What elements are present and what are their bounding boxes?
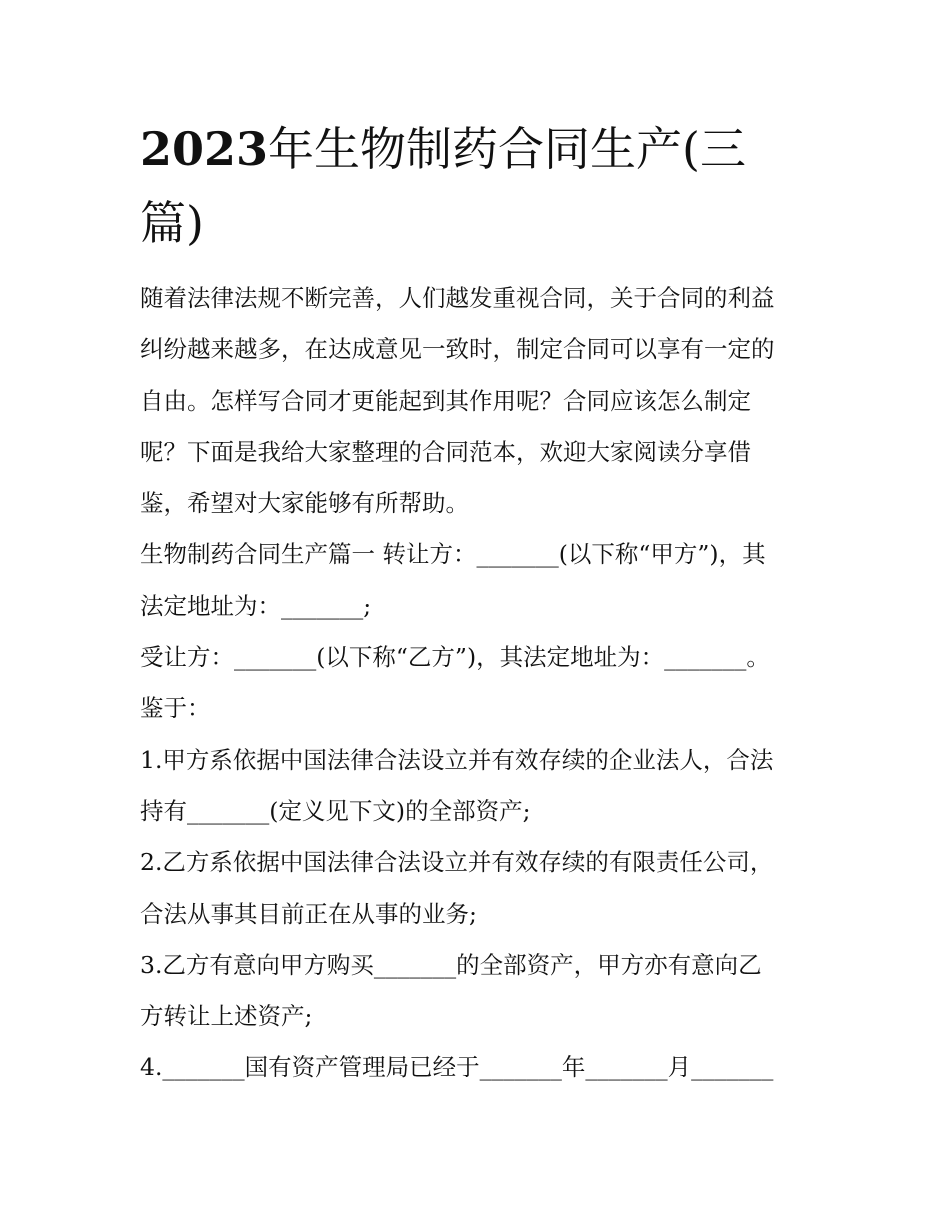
body-line: 呢？下面是我给大家整理的合同范本，欢迎大家阅读分享借	[140, 437, 751, 466]
body-line: 2.乙方系依据中国法律合法设立并有效存续的有限责任公司，	[140, 848, 774, 877]
body-line: 1.甲方系依据中国法律合法设立并有效存续的企业法人，合法	[140, 745, 774, 774]
document-title	[140, 112, 820, 260]
body-line: 方转让上述资产;	[140, 1002, 313, 1031]
body-line: 法定地址为：_______;	[140, 591, 372, 620]
body-line: 受让方：_______(以下称“乙方”)，其法定地址为：_______。	[140, 643, 770, 672]
title-text-line1: 年生物制药合同生产(三	[268, 122, 746, 176]
body-line: 鉴，希望对大家能够有所帮助。	[140, 489, 469, 518]
document-body	[140, 273, 815, 1094]
body-line: 持有_______(定义见下文)的全部资产;	[140, 796, 531, 825]
body-line: 3.乙方有意向甲方购买_______的全部资产，甲方亦有意向乙	[140, 950, 762, 979]
body-line: 生物制药合同生产篇一 转让方：_______(以下称“甲方”)，其	[140, 540, 766, 569]
body-line: 4._______国有资产管理局已经于_______年_______月_______	[140, 1053, 774, 1082]
body-line: 自由。怎样写合同才更能起到其作用呢？合同应该怎么制定	[140, 386, 751, 415]
title-text-line2: 篇)	[140, 196, 204, 250]
title-year: 2023	[140, 122, 269, 176]
body-line: 合法从事其目前正在从事的业务;	[140, 899, 477, 928]
body-line: 纠纷越来越多，在达成意见一致时，制定合同可以享有一定的	[140, 335, 775, 364]
body-line: 随着法律法规不断完善，人们越发重视合同，关于合同的利益	[140, 284, 775, 312]
body-line: 鉴于：	[140, 694, 211, 723]
